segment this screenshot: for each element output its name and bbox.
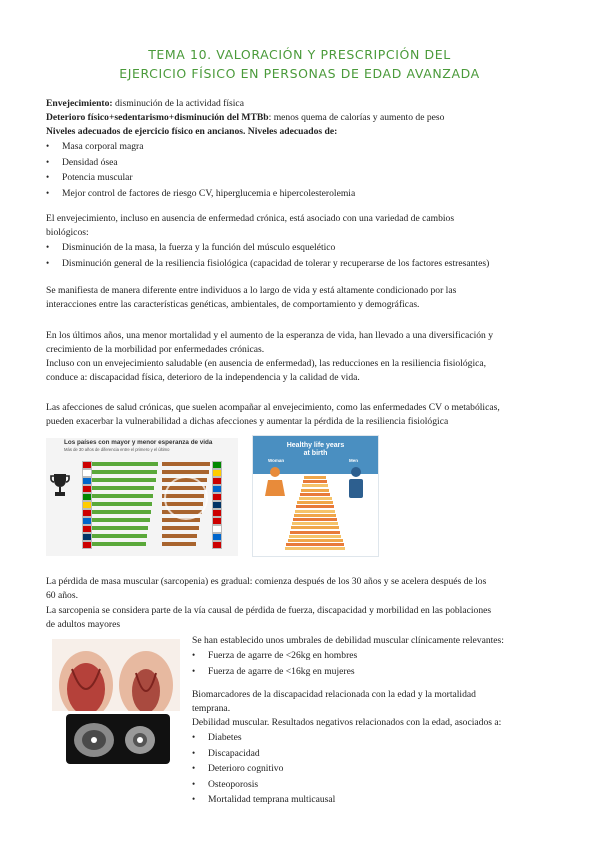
decor-row xyxy=(293,518,337,521)
list-item: • Densidad ósea xyxy=(46,155,355,171)
woman-icon xyxy=(265,466,285,500)
list-item: • Diabetes xyxy=(192,730,335,746)
healthy-life-years-poster xyxy=(252,435,379,557)
flag-icon xyxy=(212,469,222,477)
watermark-logo xyxy=(164,476,208,520)
decor-row xyxy=(294,514,336,517)
decor-bar xyxy=(162,470,209,474)
list-item: • Fuerza de agarre de <16kg en mujeres xyxy=(192,664,357,680)
list-item: • Mortalidad temprana multicausal xyxy=(192,792,335,808)
title-line-2: EJERCICIO FÍSICO EN PERSONAS DE EDAD AVANZADA xyxy=(119,66,480,81)
poster-title-2: at birth xyxy=(303,450,328,457)
flag-icon xyxy=(82,525,92,533)
flag-icon xyxy=(82,485,92,493)
flag-icon xyxy=(212,509,222,517)
decor-bar xyxy=(92,534,147,538)
title-line-1: TEMA 10. VALORACIÓN Y PRESCRIPCIÓN DEL xyxy=(148,47,451,62)
intro-def-envejecimiento: disminución de la actividad física xyxy=(112,98,244,109)
ct-cross-section-graphic xyxy=(66,714,170,764)
decor-bar xyxy=(92,518,150,522)
flag-icon xyxy=(212,493,222,501)
intro-line-1 xyxy=(46,97,244,111)
muscle-comparison-graphic xyxy=(52,639,180,711)
decor-bar xyxy=(92,502,152,506)
decor-row xyxy=(295,510,335,513)
decor-bar xyxy=(162,526,199,530)
flag-icon xyxy=(212,533,222,541)
thigh-ct-scan xyxy=(66,714,170,764)
decor-row xyxy=(302,484,328,487)
umbral-line: Se han establecido unos umbrales de debilidad muscular clínicamente relevantes: xyxy=(192,635,504,646)
decor-row xyxy=(291,526,339,529)
decor-row xyxy=(286,543,343,546)
p5-line-3: La sarcopenia se considera parte de la vía causal de pérdida de fuerza, discapacidad y morbilidad en las poblaciones xyxy=(46,605,492,616)
flag-icon xyxy=(82,517,92,525)
flag-icon xyxy=(82,493,92,501)
p4-line-2: pueden exacerbar la vulnerabilidad a dichas afecciones y aumentar la pérdida de la resiliencia fisiológica xyxy=(46,416,449,427)
bio-line-1: Biomarcadores de la discapacidad relacionada con la edad y la mortalidad xyxy=(192,689,476,700)
poster-men-label: Men xyxy=(349,458,358,463)
intro-line-3 xyxy=(46,125,337,139)
decor-row xyxy=(296,505,333,508)
list-item: • Fuerza de agarre de <26kg en hombres xyxy=(192,648,357,664)
infographic-title: Los países con mayor y menor esperanza de vida xyxy=(64,439,213,446)
flag-icon xyxy=(82,469,92,477)
p5-line-1: La pérdida de masa muscular (sarcopenia) es gradual: comienza después de los 30 años y se acelera después de los xyxy=(46,576,487,587)
flag-icon xyxy=(212,485,222,493)
decor-row xyxy=(304,476,326,479)
p3-line-4: conduce a: discapacidad física, deterioro de la independencia y la calidad de vida. xyxy=(46,372,360,383)
flag-icon xyxy=(82,541,92,549)
decor-bar xyxy=(162,542,196,546)
decor-row xyxy=(285,547,344,550)
flag-icon xyxy=(82,533,92,541)
decor-bar xyxy=(92,494,153,498)
p5-line-4: de adultos mayores xyxy=(46,619,121,630)
decor-bar xyxy=(92,478,156,482)
flag-icon xyxy=(82,501,92,509)
list-item: • Mejor control de factores de riesgo CV, hiperglucemia e hipercolesterolemia xyxy=(46,186,355,202)
p1-line-2: biológicos: xyxy=(46,227,89,238)
decor-row xyxy=(300,493,331,496)
list-item: • Disminución de la masa, la fuerza y la función del músculo esquelético xyxy=(46,240,489,256)
man-icon xyxy=(346,466,366,500)
list-item: • Masa corporal magra xyxy=(46,139,355,155)
decor-row xyxy=(290,531,341,534)
list-item: • Disminución general de la resiliencia fisiológica (capacidad de tolerar y recuperarse de los factores estresantes) xyxy=(46,256,489,272)
p3-line-3: Incluso con un envejecimiento saludable (en ausencia de enfermedad), las reducciones en la resiliencia fisiológica, xyxy=(46,358,487,369)
list-item: • Discapacidad xyxy=(192,746,335,762)
p1-list xyxy=(46,240,489,271)
flag-icon xyxy=(82,461,92,469)
decor-row xyxy=(297,501,332,504)
decor-bar xyxy=(162,462,210,466)
poster-title-1: Healthy life years xyxy=(286,442,345,449)
list-item: • Deterioro cognitivo xyxy=(192,761,335,777)
decor-bar xyxy=(92,510,151,514)
decor-row xyxy=(292,522,338,525)
flag-icon xyxy=(212,517,222,525)
flag-icon xyxy=(82,509,92,517)
flag-icon xyxy=(212,477,222,485)
umbral-list xyxy=(192,648,357,679)
decor-row xyxy=(289,535,342,538)
flag-icon xyxy=(82,477,92,485)
decor-bar xyxy=(92,470,157,474)
trophy-icon xyxy=(50,472,70,498)
decor-bar xyxy=(92,486,154,490)
list-item: • Potencia muscular xyxy=(46,170,355,186)
p2-line-2: interacciones entre las características genéticas, ambientales, de comportamiento y demográficas. xyxy=(46,299,420,310)
decor-row xyxy=(299,497,332,500)
intro-line-2 xyxy=(46,111,444,125)
p3-line-2: crecimiento de la morbilidad por enfermedades crónicas. xyxy=(46,344,265,355)
debilidad-list xyxy=(192,730,335,808)
decor-row xyxy=(301,489,330,492)
intro-term-deterioro: Deterioro físico+sedentarismo+disminución del MTBb xyxy=(46,112,269,123)
intro-list xyxy=(46,139,355,201)
intro-def-deterioro: : menos quema de calorías y aumento de peso xyxy=(268,112,445,123)
flag-icon xyxy=(212,525,222,533)
decor-bar xyxy=(162,534,197,538)
p3-line-1: En los últimos años, una menor mortalidad y el aumento de la esperanza de vida, han llevado a una diversificación y xyxy=(46,330,494,341)
intro-term-envejecimiento: Envejecimiento: xyxy=(46,98,113,109)
decor-row xyxy=(303,480,327,483)
p2-line-1: Se manifiesta de manera diferente entre individuos a lo largo de vida y está altamente condicionado por las xyxy=(46,285,457,296)
debilidad-line: Debilidad muscular. Resultados negativos relacionados con la edad, asociados a: xyxy=(192,717,502,728)
p1-line-1: El envejecimiento, incluso en ausencia de enfermedad crónica, está asociado con una variedad de cambios xyxy=(46,213,455,224)
thigh-muscle-illustration xyxy=(52,639,180,711)
p5-line-2: 60 años. xyxy=(46,590,78,601)
list-item: • Osteoporosis xyxy=(192,777,335,793)
infographic-subtitle: Más de 30 años de diferencia entre el primero y el último xyxy=(64,447,170,452)
decor-row xyxy=(288,539,343,542)
decor-bar xyxy=(92,542,146,546)
bio-line-2: temprana. xyxy=(192,703,231,714)
flag-icon xyxy=(212,461,222,469)
poster-woman-label: Woman xyxy=(268,458,285,463)
intro-term-niveles: Niveles adecuados de ejercicio físico en ancianos. Niveles adecuados de: xyxy=(46,126,338,137)
p4-line-1: Las afecciones de salud crónicas, que suelen acompañar al envejecimiento, como las enfermedades CV o metabólicas, xyxy=(46,402,500,413)
flag-icon xyxy=(212,501,222,509)
decor-bar xyxy=(92,462,158,466)
flag-icon xyxy=(212,541,222,549)
decor-bar xyxy=(92,526,148,530)
life-expectancy-infographic xyxy=(46,438,238,556)
